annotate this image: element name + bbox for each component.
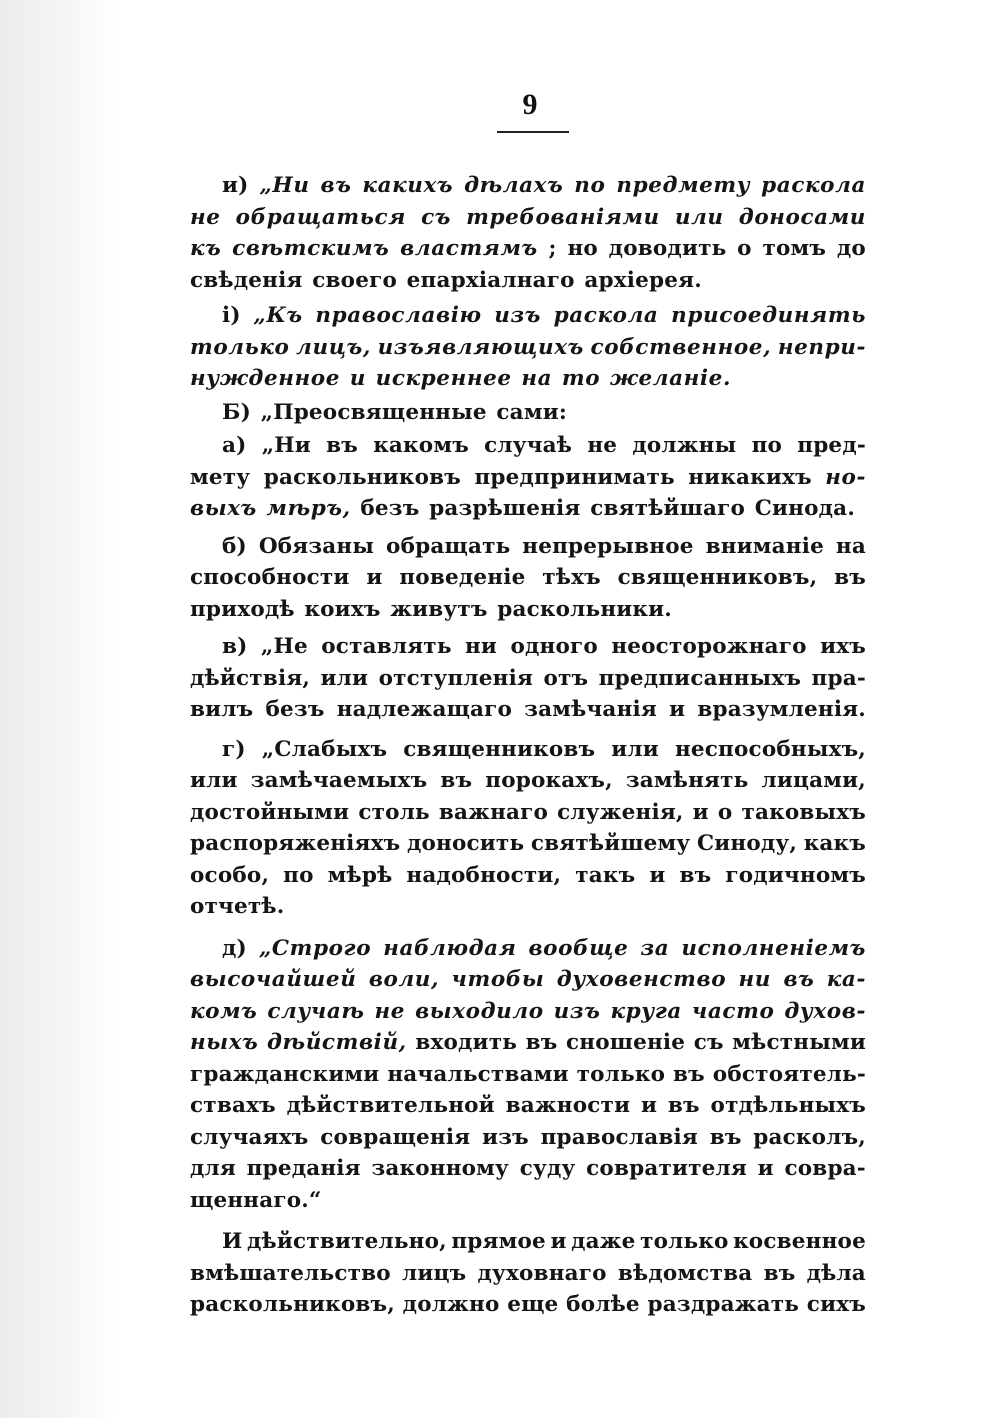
word: лицами, <box>761 768 866 793</box>
paragraph-gap <box>190 726 866 734</box>
word: должны <box>632 433 737 458</box>
paragraph-para-i-lat <box>190 300 866 395</box>
word: вразумленія. <box>697 697 866 722</box>
italic-word: желаніе. <box>609 366 732 391</box>
word: какомъ <box>373 433 469 458</box>
word: б) <box>222 533 247 559</box>
word: пра- <box>811 665 866 691</box>
word: „Преосвященные <box>260 399 487 425</box>
word: и <box>757 1156 774 1181</box>
text-line <box>190 332 866 364</box>
word: о <box>737 236 752 261</box>
text-line <box>190 1226 866 1258</box>
word: оставлять <box>321 634 452 659</box>
word: ихъ <box>820 634 866 659</box>
word: ; <box>548 236 557 261</box>
word: или <box>320 665 369 691</box>
word: суду <box>519 1156 576 1181</box>
word: достойными <box>190 799 350 825</box>
text-line <box>190 1153 866 1185</box>
word: дѣйствительной <box>286 1093 495 1118</box>
word: раскольниковъ <box>263 464 461 490</box>
word: только <box>576 1061 666 1087</box>
italic-word: не <box>190 204 221 230</box>
word: входить <box>415 1030 518 1055</box>
word: и <box>641 1093 658 1118</box>
word: до <box>836 236 866 261</box>
paragraph-para-i-cyr <box>190 170 866 296</box>
italic-word: лицъ, <box>296 334 371 360</box>
word: и <box>550 1229 567 1254</box>
word: а) <box>222 433 247 458</box>
word: о <box>717 799 733 825</box>
word: предпринимать <box>474 464 675 490</box>
paragraph-gap <box>190 1216 866 1226</box>
word: раскольниковъ, <box>190 1292 395 1317</box>
word: особо, <box>190 862 270 888</box>
italic-word: къ <box>190 236 222 261</box>
word: случаяхъ <box>190 1124 309 1150</box>
word: святѣйшаго <box>590 496 746 521</box>
word: Синода. <box>754 496 855 521</box>
word: гражданскими <box>190 1061 380 1087</box>
word: и) <box>222 173 249 198</box>
word: лицъ <box>402 1260 467 1286</box>
italic-word: раскола <box>553 303 659 328</box>
page-number: 9 <box>522 88 538 121</box>
word: сами: <box>496 399 567 425</box>
italic-word: духовенство <box>556 967 727 992</box>
word: і) <box>222 303 241 328</box>
word: неосторожнаго <box>611 634 807 659</box>
word: даже <box>571 1229 636 1254</box>
word: Б) <box>222 399 251 425</box>
word: безъ <box>265 697 325 722</box>
word: вѣдомства <box>617 1260 753 1286</box>
italic-word: высочайшей <box>190 967 357 992</box>
text-line <box>190 531 866 563</box>
italic-word: православію <box>315 303 482 328</box>
word: вилъ <box>190 697 254 722</box>
word: отъ <box>543 665 589 691</box>
italic-word: властямъ <box>400 236 538 261</box>
word: „Слабыхъ <box>261 736 388 762</box>
italic-word: ка- <box>826 967 866 992</box>
word: доводить <box>608 236 727 261</box>
word: раскольники. <box>497 596 672 622</box>
text-line <box>190 765 866 797</box>
word: епархіалнаго <box>406 267 575 293</box>
text-line <box>190 797 866 829</box>
paragraph-para-a <box>190 430 866 525</box>
text-line <box>190 1289 866 1321</box>
word: по <box>283 862 314 888</box>
word: сихъ <box>806 1292 866 1317</box>
italic-word: искреннее <box>375 366 512 391</box>
text-line <box>190 462 866 494</box>
word: никакихъ <box>688 464 812 490</box>
text-line <box>190 562 866 594</box>
word: святѣйшему <box>530 831 691 856</box>
word: безъ <box>360 496 420 521</box>
word: въ <box>525 1030 558 1055</box>
italic-word: чтобы <box>451 967 545 992</box>
text-line <box>190 265 866 297</box>
text-line <box>190 891 866 923</box>
word: пред- <box>797 433 866 458</box>
word: священниковъ <box>403 736 596 762</box>
italic-word: духов- <box>784 998 866 1024</box>
word: поведеніе <box>399 565 526 590</box>
word: раздражать <box>647 1292 800 1317</box>
word: своего <box>312 267 397 293</box>
italic-word: круга <box>610 998 682 1024</box>
word: мѣстными <box>732 1030 866 1055</box>
word: вниманіе <box>705 533 824 559</box>
word: въ <box>440 768 473 793</box>
word: замѣчанія <box>524 697 657 722</box>
word: столь <box>358 799 430 825</box>
word: „Не <box>260 634 308 659</box>
text-line <box>190 430 866 462</box>
italic-word: по <box>574 173 606 198</box>
italic-word: предмету <box>616 173 751 198</box>
paragraph-para-b <box>190 397 866 429</box>
word: и <box>692 799 709 825</box>
word: по <box>751 433 783 458</box>
paragraph-para-bb <box>190 531 866 626</box>
word: въ <box>763 1260 796 1286</box>
text-line <box>190 1027 866 1059</box>
italic-word: присоединять <box>671 303 866 328</box>
word: въ <box>679 862 712 888</box>
word: одного <box>510 634 598 659</box>
text-line <box>190 1059 866 1091</box>
word: еще <box>507 1292 559 1317</box>
italic-word: только <box>190 334 290 360</box>
text-line <box>190 933 866 965</box>
word: И <box>222 1229 243 1254</box>
word: разрѣшенія <box>429 496 581 521</box>
word: отдѣльныхъ <box>710 1093 866 1118</box>
italic-word: наблюдая <box>383 935 517 961</box>
italic-word: свѣтскимъ <box>232 236 390 261</box>
word: ствахъ <box>190 1093 276 1118</box>
word: какъ <box>803 831 866 856</box>
italic-word: изъ <box>494 303 542 328</box>
italic-word: ни <box>738 967 772 992</box>
word: г) <box>222 736 246 762</box>
word: предписанныхъ <box>598 665 802 691</box>
paragraph-gap <box>190 923 866 933</box>
word: д) <box>222 935 247 961</box>
text-line <box>190 828 866 860</box>
word: архіерея. <box>584 267 702 293</box>
word: въ <box>326 433 358 458</box>
paragraph-para-final <box>190 1226 866 1321</box>
word: томъ <box>762 236 827 261</box>
word: въ <box>667 1093 700 1118</box>
word: „Ни <box>261 433 311 458</box>
word: важности <box>505 1093 631 1118</box>
text-line <box>190 397 866 429</box>
word: для <box>190 1156 236 1181</box>
text-line <box>190 363 866 395</box>
italic-word: мѣръ, <box>266 496 351 521</box>
word: тѣхъ <box>542 565 601 590</box>
word: преданія <box>246 1156 361 1181</box>
word: дѣла <box>806 1260 866 1286</box>
word: живутъ <box>390 596 488 622</box>
text-line <box>190 493 866 525</box>
text-line <box>190 734 866 766</box>
italic-word: изъявляющихъ <box>377 334 584 360</box>
italic-word: раскола <box>761 173 866 198</box>
italic-word: съ <box>421 204 452 230</box>
word: ни <box>465 634 498 659</box>
word: совратителя <box>586 1156 747 1181</box>
word: въ <box>834 565 866 590</box>
word: но <box>567 236 598 261</box>
word: надлежащаго <box>336 697 513 722</box>
word: коихъ <box>304 596 381 622</box>
italic-word: нужденное <box>190 366 341 391</box>
word: и <box>649 862 666 888</box>
text-line <box>190 996 866 1028</box>
word: вмѣшательство <box>190 1260 391 1286</box>
word: совращенія <box>320 1124 471 1150</box>
italic-word: собственное, <box>590 334 772 360</box>
text-line <box>190 594 866 626</box>
word: таковыхъ <box>741 799 866 825</box>
word: прямое <box>451 1229 546 1254</box>
italic-word: какихъ <box>362 173 454 198</box>
word: духовнаго <box>477 1260 607 1286</box>
word: свѣденія <box>190 267 303 293</box>
word: непрерывное <box>522 533 694 559</box>
word: косвенное <box>733 1229 866 1254</box>
italic-word: „Ни <box>259 173 310 198</box>
word: не <box>587 433 618 458</box>
italic-word: вообще <box>528 935 629 961</box>
italic-word: непри- <box>777 334 866 360</box>
word: въ <box>709 1124 742 1150</box>
italic-word: случаѣ <box>267 998 365 1024</box>
italic-word: на <box>521 366 553 391</box>
text-line <box>190 631 866 663</box>
word: расколъ, <box>753 1124 866 1150</box>
word: порокахъ, <box>485 768 613 793</box>
word: и <box>366 565 383 590</box>
word: мѣрѣ <box>327 862 393 888</box>
italic-word: требованіями <box>466 204 660 230</box>
word: только <box>640 1229 729 1254</box>
italic-word: исполненіемъ <box>681 935 866 961</box>
italic-word: и <box>349 366 366 391</box>
italic-word: въ <box>783 967 815 992</box>
text-line <box>190 1090 866 1122</box>
word: щеннаго.“ <box>190 1187 322 1213</box>
text-line <box>190 233 866 265</box>
word: съ <box>693 1030 724 1055</box>
word: замѣнять <box>625 768 749 793</box>
word: надобности, <box>406 862 562 888</box>
word: на <box>835 533 866 559</box>
word: сношеніе <box>566 1030 686 1055</box>
text-line <box>190 202 866 234</box>
word: такъ <box>575 862 636 888</box>
word: православія <box>540 1124 698 1150</box>
italic-word: выхъ <box>190 496 257 521</box>
italic-word: обращаться <box>235 204 406 230</box>
word: и <box>669 697 686 722</box>
text-line <box>190 1122 866 1154</box>
italic-word: воли, <box>368 967 440 992</box>
word: мету <box>190 464 251 490</box>
word: важнаго <box>438 799 549 825</box>
word: обращать <box>386 533 511 559</box>
word: или <box>611 736 659 762</box>
text-line <box>190 1258 866 1290</box>
text-line <box>190 860 866 892</box>
italic-word: но- <box>825 464 866 490</box>
word: или <box>190 768 238 793</box>
body-text <box>190 170 866 1321</box>
word: дѣйствія, <box>190 665 311 691</box>
word: Обязаны <box>258 533 375 559</box>
word: распоряженіяхъ <box>190 831 401 856</box>
word: обстоятель- <box>712 1061 866 1087</box>
word: должно <box>402 1292 500 1317</box>
word: болѣе <box>566 1292 640 1317</box>
italic-word: изъ <box>553 998 601 1024</box>
word: начальствами <box>387 1061 569 1087</box>
word: Синоду, <box>696 831 798 856</box>
italic-word: или <box>674 204 724 230</box>
text-line <box>190 663 866 695</box>
text-line <box>190 170 866 202</box>
italic-word: доносами <box>738 204 866 230</box>
italic-word: дѣлахъ <box>464 173 564 198</box>
text-line <box>190 1185 866 1217</box>
word: приходѣ <box>190 596 295 622</box>
word: отступленія <box>378 665 534 691</box>
italic-word: за <box>640 935 670 961</box>
paragraph-para-d <box>190 933 866 1217</box>
italic-word: часто <box>691 998 775 1024</box>
paragraph-para-v <box>190 631 866 726</box>
italic-word: ныхъ <box>190 1030 259 1055</box>
text-line <box>190 300 866 332</box>
word: служенія, <box>557 799 684 825</box>
word: в) <box>222 634 248 659</box>
word: способности <box>190 565 350 590</box>
word: законному <box>371 1156 510 1181</box>
word: доносить <box>406 831 525 856</box>
italic-word: въ <box>320 173 352 198</box>
italic-word: то <box>561 366 601 391</box>
italic-word: дѣйствій, <box>266 1030 407 1055</box>
word: неспособныхъ, <box>674 736 866 762</box>
paragraph-para-g <box>190 734 866 923</box>
word: священниковъ, <box>617 565 818 590</box>
word: совра- <box>784 1156 866 1181</box>
word: замѣчаемыхъ <box>250 768 428 793</box>
italic-word: „Къ <box>253 303 303 328</box>
italic-word: „Строго <box>258 935 372 961</box>
italic-word: комъ <box>190 998 258 1024</box>
word: въ <box>673 1061 705 1087</box>
word: отчетѣ. <box>190 894 285 919</box>
text-line <box>190 964 866 996</box>
word: изъ <box>482 1124 529 1150</box>
word: годичномъ <box>725 862 866 888</box>
italic-word: не <box>374 998 406 1024</box>
page-number-rule <box>497 131 569 133</box>
word: случаѣ <box>484 433 573 458</box>
italic-word: выходило <box>415 998 544 1024</box>
word: дѣйствительно, <box>247 1229 447 1254</box>
scan-edge-shadow <box>0 0 118 1418</box>
text-line <box>190 694 866 726</box>
